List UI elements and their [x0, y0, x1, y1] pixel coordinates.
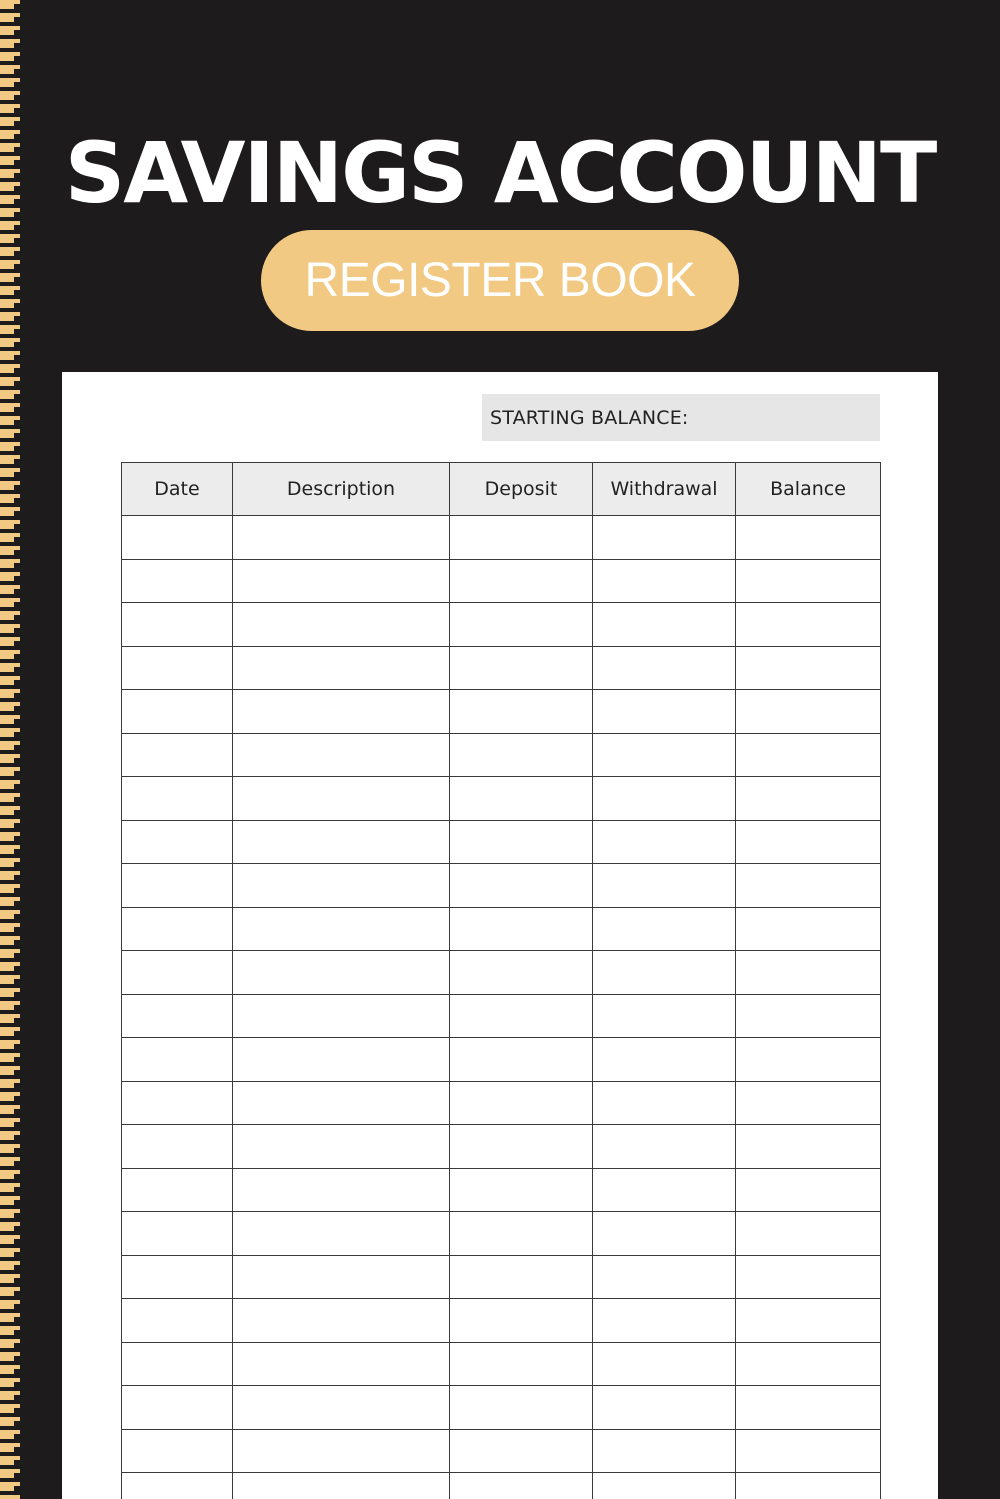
- table-cell: [736, 1038, 881, 1082]
- table-row: [122, 994, 881, 1038]
- table-row: [122, 603, 881, 647]
- table-cell: [593, 1255, 736, 1299]
- table-cell: [450, 1342, 593, 1386]
- table-cell: [233, 1125, 450, 1169]
- table-cell: [122, 603, 233, 647]
- table-cell: [593, 1386, 736, 1430]
- table-cell: [450, 1125, 593, 1169]
- table-cell: [122, 646, 233, 690]
- table-cell: [233, 603, 450, 647]
- table-cell: [736, 907, 881, 951]
- table-cell: [593, 1038, 736, 1082]
- table-cell: [122, 559, 233, 603]
- header-description: Description: [233, 463, 450, 516]
- table-cell: [450, 951, 593, 995]
- table-cell: [593, 1473, 736, 1499]
- table-cell: [736, 646, 881, 690]
- table-cell: [736, 1081, 881, 1125]
- table-cell: [450, 1255, 593, 1299]
- table-cell: [233, 994, 450, 1038]
- table-row: [122, 646, 881, 690]
- table-cell: [233, 1212, 450, 1256]
- table-cell: [122, 1168, 233, 1212]
- table-cell: [593, 907, 736, 951]
- table-cell: [233, 1038, 450, 1082]
- table-cell: [450, 1299, 593, 1343]
- table-cell: [233, 1168, 450, 1212]
- table-cell: [736, 1168, 881, 1212]
- header-withdrawal: Withdrawal: [593, 463, 736, 516]
- table-cell: [122, 733, 233, 777]
- table-cell: [736, 1342, 881, 1386]
- table-cell: [450, 1429, 593, 1473]
- table-cell: [122, 951, 233, 995]
- table-cell: [736, 603, 881, 647]
- table-cell: [736, 690, 881, 734]
- table-cell: [122, 1429, 233, 1473]
- table-row: [122, 1255, 881, 1299]
- table-cell: [122, 864, 233, 908]
- header-balance: Balance: [736, 463, 881, 516]
- table-cell: [450, 1038, 593, 1082]
- table-cell: [736, 516, 881, 560]
- table-cell: [593, 1212, 736, 1256]
- table-row: [122, 1342, 881, 1386]
- table-cell: [233, 733, 450, 777]
- table-row: [122, 1081, 881, 1125]
- table-cell: [122, 1255, 233, 1299]
- table-cell: [122, 1038, 233, 1082]
- table-cell: [450, 516, 593, 560]
- header-date: Date: [122, 463, 233, 516]
- table-cell: [736, 1473, 881, 1499]
- table-cell: [450, 646, 593, 690]
- table-cell: [736, 1299, 881, 1343]
- table-cell: [233, 1081, 450, 1125]
- cover-title: SAVINGS ACCOUNT: [64, 124, 936, 222]
- table-cell: [593, 777, 736, 821]
- table-cell: [736, 1255, 881, 1299]
- table-cell: [736, 1125, 881, 1169]
- table-cell: [450, 777, 593, 821]
- table-row: [122, 559, 881, 603]
- table-cell: [450, 733, 593, 777]
- table-row: [122, 1473, 881, 1499]
- table-cell: [736, 777, 881, 821]
- table-cell: [593, 1342, 736, 1386]
- table-row: [122, 1212, 881, 1256]
- table-cell: [593, 994, 736, 1038]
- table-cell: [593, 559, 736, 603]
- table-cell: [450, 864, 593, 908]
- table-cell: [736, 820, 881, 864]
- table-row: [122, 516, 881, 560]
- table-cell: [593, 516, 736, 560]
- table-cell: [122, 1212, 233, 1256]
- register-page-preview: [62, 372, 938, 1499]
- table-cell: [233, 690, 450, 734]
- table-cell: [122, 820, 233, 864]
- table-cell: [593, 1081, 736, 1125]
- table-row: [122, 951, 881, 995]
- table-cell: [450, 559, 593, 603]
- table-cell: [736, 994, 881, 1038]
- table-cell: [450, 1081, 593, 1125]
- table-cell: [450, 994, 593, 1038]
- table-cell: [593, 951, 736, 995]
- table-cell: [736, 733, 881, 777]
- binding-stripe: [0, 0, 14, 1499]
- table-cell: [736, 951, 881, 995]
- table-cell: [593, 1299, 736, 1343]
- table-row: [122, 777, 881, 821]
- table-cell: [122, 777, 233, 821]
- table-cell: [122, 1125, 233, 1169]
- table-row: [122, 1429, 881, 1473]
- table-cell: [450, 1473, 593, 1499]
- table-cell: [593, 646, 736, 690]
- table-cell: [233, 1473, 450, 1499]
- table-cell: [736, 1212, 881, 1256]
- table-cell: [122, 516, 233, 560]
- table-cell: [233, 1255, 450, 1299]
- table-cell: [593, 733, 736, 777]
- table-row: [122, 1299, 881, 1343]
- table-cell: [593, 864, 736, 908]
- register-table: [121, 462, 881, 1499]
- table-cell: [450, 603, 593, 647]
- table-cell: [593, 1429, 736, 1473]
- binding-ticks: [14, 0, 20, 1499]
- starting-balance-field: [482, 394, 880, 441]
- table-cell: [233, 646, 450, 690]
- table-cell: [122, 907, 233, 951]
- table-cell: [122, 994, 233, 1038]
- starting-balance-label: STARTING BALANCE:: [490, 406, 689, 429]
- cover-subtitle: REGISTER BOOK: [304, 254, 696, 307]
- table-cell: [593, 1125, 736, 1169]
- table-cell: [736, 1429, 881, 1473]
- table-row: [122, 1386, 881, 1430]
- table-cell: [450, 907, 593, 951]
- table-cell: [450, 1212, 593, 1256]
- table-row: [122, 1125, 881, 1169]
- table-cell: [122, 1081, 233, 1125]
- table-cell: [233, 864, 450, 908]
- table-cell: [593, 820, 736, 864]
- table-cell: [450, 820, 593, 864]
- table-cell: [233, 1342, 450, 1386]
- table-row: [122, 864, 881, 908]
- table-cell: [233, 820, 450, 864]
- table-cell: [122, 690, 233, 734]
- table-cell: [233, 1386, 450, 1430]
- table-cell: [736, 559, 881, 603]
- table-cell: [593, 603, 736, 647]
- table-cell: [450, 690, 593, 734]
- table-cell: [736, 1386, 881, 1430]
- table-cell: [233, 777, 450, 821]
- table-cell: [233, 1429, 450, 1473]
- table-cell: [233, 1299, 450, 1343]
- table-row: [122, 1038, 881, 1082]
- table-row: [122, 733, 881, 777]
- table-cell: [450, 1386, 593, 1430]
- table-cell: [233, 907, 450, 951]
- table-cell: [593, 690, 736, 734]
- table-row: [122, 907, 881, 951]
- table-cell: [122, 1342, 233, 1386]
- table-cell: [450, 1168, 593, 1212]
- table-header-row: [122, 463, 881, 516]
- table-row: [122, 1168, 881, 1212]
- table-cell: [736, 864, 881, 908]
- register-table-body: [122, 516, 881, 1499]
- table-row: [122, 820, 881, 864]
- table-cell: [233, 559, 450, 603]
- header-deposit: Deposit: [450, 463, 593, 516]
- subtitle-badge: [261, 230, 739, 331]
- table-cell: [233, 951, 450, 995]
- table-cell: [593, 1168, 736, 1212]
- table-row: [122, 690, 881, 734]
- table-cell: [233, 516, 450, 560]
- binding-edge-decoration: [0, 0, 22, 1499]
- table-cell: [122, 1473, 233, 1499]
- table-cell: [122, 1299, 233, 1343]
- table-cell: [122, 1386, 233, 1430]
